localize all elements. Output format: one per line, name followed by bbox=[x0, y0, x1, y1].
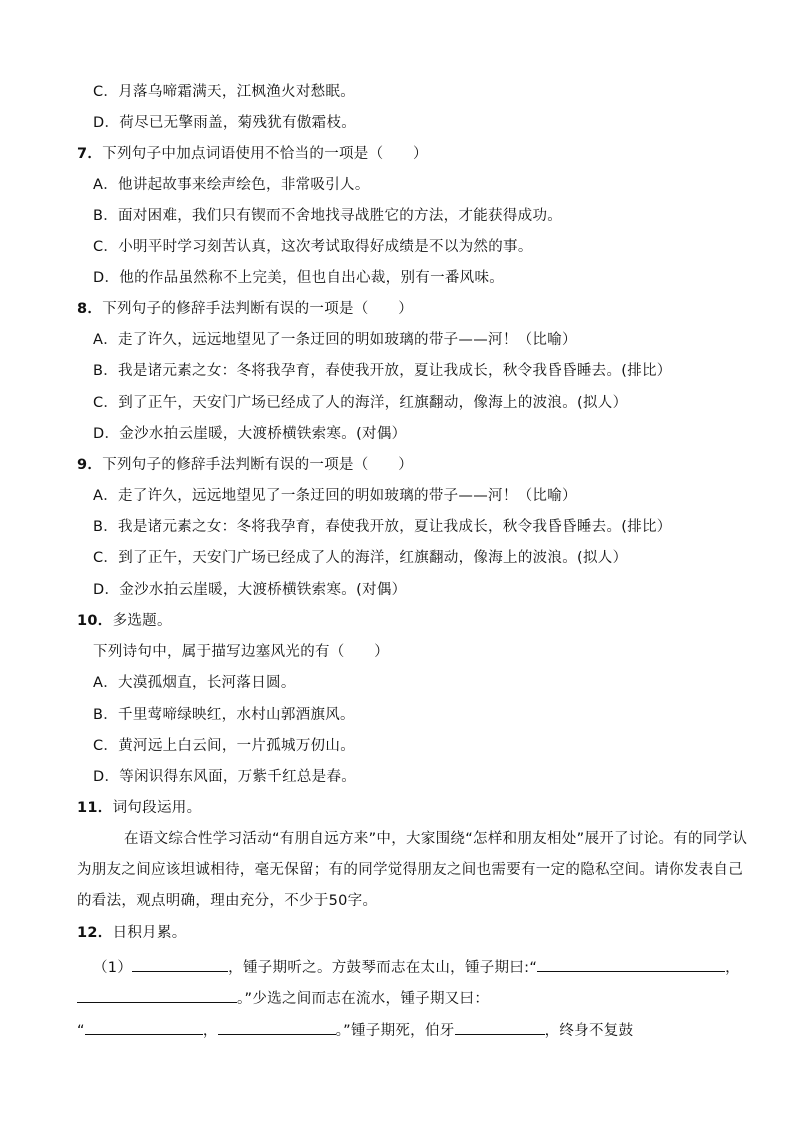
q8-option-a: A．走了许久，远远地望见了一条迂回的明如玻璃的带子——河！（比喻） bbox=[93, 332, 577, 348]
q11-paragraph-line-2: 为朋友之间应该坦诚相待，毫无保留；有的同学觉得朋友之间也需要有一定的隐私空间。请你发表自己 bbox=[77, 862, 743, 878]
q12-line-2 bbox=[77, 986, 489, 1009]
question-number: 8． bbox=[77, 301, 103, 317]
text-segment: ， bbox=[725, 960, 740, 976]
question-text: 下列句子的修辞手法判断有误的一项是（ ） bbox=[102, 457, 414, 473]
q9-option-b: B．我是诸元素之女：冬将我孕育，春使我开放，夏让我成长，秋令我昏昏睡去。(排比） bbox=[93, 519, 672, 535]
question-text: 多选题。 bbox=[112, 613, 172, 629]
q8-option-d: D．金沙水拍云崖暖，大渡桥横铁索寒。(对偶） bbox=[93, 426, 407, 442]
item-number: （1） bbox=[93, 960, 133, 976]
q10-option-b: B．千里莺啼绿映红，水村山郭酒旗风。 bbox=[93, 707, 355, 723]
q7-option-a: A．他讲起故事来绘声绘色，非常吸引人。 bbox=[93, 177, 370, 193]
q10-option-c: C．黄河远上白云间，一片孤城万仞山。 bbox=[93, 738, 356, 754]
question-12 bbox=[77, 923, 187, 943]
q9-option-d: D．金沙水拍云崖暖，大渡桥横铁索寒。(对偶） bbox=[93, 582, 407, 598]
question-text: 下列句子的修辞手法判断有误的一项是（ ） bbox=[102, 301, 414, 317]
q12-line-1 bbox=[93, 955, 740, 978]
text-segment: ， bbox=[202, 1023, 218, 1039]
q9-option-a: A．走了许久，远远地望见了一条迂回的明如玻璃的带子——河！（比喻） bbox=[93, 488, 577, 504]
text-segment: “ bbox=[77, 1023, 85, 1039]
question-10 bbox=[77, 611, 172, 631]
text-segment: ，终身不复鼓 bbox=[544, 1023, 634, 1039]
q8-option-c: C．到了正午，天安门广场已经成了人的海洋，红旗翻动，像海上的波浪。(拟人） bbox=[93, 395, 628, 411]
q12-line-3 bbox=[77, 1018, 633, 1041]
question-text: 词句段运用。 bbox=[112, 800, 202, 816]
q9-option-c: C．到了正午，天安门广场已经成了人的海洋，红旗翻动，像海上的波浪。(拟人） bbox=[93, 550, 628, 566]
fill-blank[interactable] bbox=[132, 955, 228, 972]
fill-blank[interactable] bbox=[218, 1018, 336, 1035]
text-segment: 。”少选之间而志在流水，锺子期又曰： bbox=[237, 991, 490, 1007]
question-7 bbox=[77, 144, 428, 164]
q11-paragraph-line-3: 的看法，观点明确，理由充分，不少于50字。 bbox=[77, 893, 378, 909]
fill-blank[interactable] bbox=[85, 1018, 203, 1035]
question-8 bbox=[77, 299, 413, 319]
question-number: 9． bbox=[77, 457, 103, 473]
q10-option-d: D．等闲识得东风面，万紫千红总是春。 bbox=[93, 769, 357, 785]
q7-option-d: D．他的作品虽然称不上完美，但也自出心裁，别有一番风味。 bbox=[93, 270, 505, 286]
fill-blank[interactable] bbox=[455, 1018, 545, 1035]
q7-option-c: C．小明平时学习刻苦认真，这次考试取得好成绩是不以为然的事。 bbox=[93, 239, 533, 255]
q8-option-b: B．我是诸元素之女：冬将我孕育，春使我开放，夏让我成长，秋令我昏昏睡去。(排比） bbox=[93, 363, 672, 379]
question-number: 11． bbox=[77, 800, 113, 816]
question-number: 10． bbox=[77, 613, 113, 629]
q6-option-c: C．月落乌啼霜满天，江枫渔火对愁眠。 bbox=[93, 84, 356, 100]
q10-stem: 下列诗句中，属于描写边塞风光的有（ ） bbox=[93, 644, 389, 660]
q6-option-d: D．荷尽已无擎雨盖，菊残犹有傲霜枝。 bbox=[93, 115, 357, 131]
fill-blank[interactable] bbox=[537, 955, 725, 972]
question-number: 7． bbox=[77, 146, 103, 162]
q7-option-b: B．面对困难，我们只有锲而不舍地找寻战胜它的方法，才能获得成功。 bbox=[93, 208, 563, 224]
q10-option-a: A．大漠孤烟直，长河落日圆。 bbox=[93, 675, 296, 691]
q11-paragraph-line-1: 在语文综合性学习活动“有朋自远方来”中，大家围绕“怎样和朋友相处”展开了讨论。有的同学认 bbox=[124, 831, 748, 847]
question-number: 12． bbox=[77, 925, 113, 941]
text-segment: 。”锺子期死，伯牙 bbox=[335, 1023, 455, 1039]
fill-blank[interactable] bbox=[77, 986, 237, 1003]
question-9 bbox=[77, 455, 413, 475]
question-text: 日积月累。 bbox=[112, 925, 187, 941]
text-segment: ，锺子期听之。方鼓琴而志在太山，锺子期曰:“ bbox=[228, 960, 538, 976]
question-11 bbox=[77, 798, 201, 818]
question-text: 下列句子中加点词语使用不恰当的一项是（ ） bbox=[102, 146, 428, 162]
